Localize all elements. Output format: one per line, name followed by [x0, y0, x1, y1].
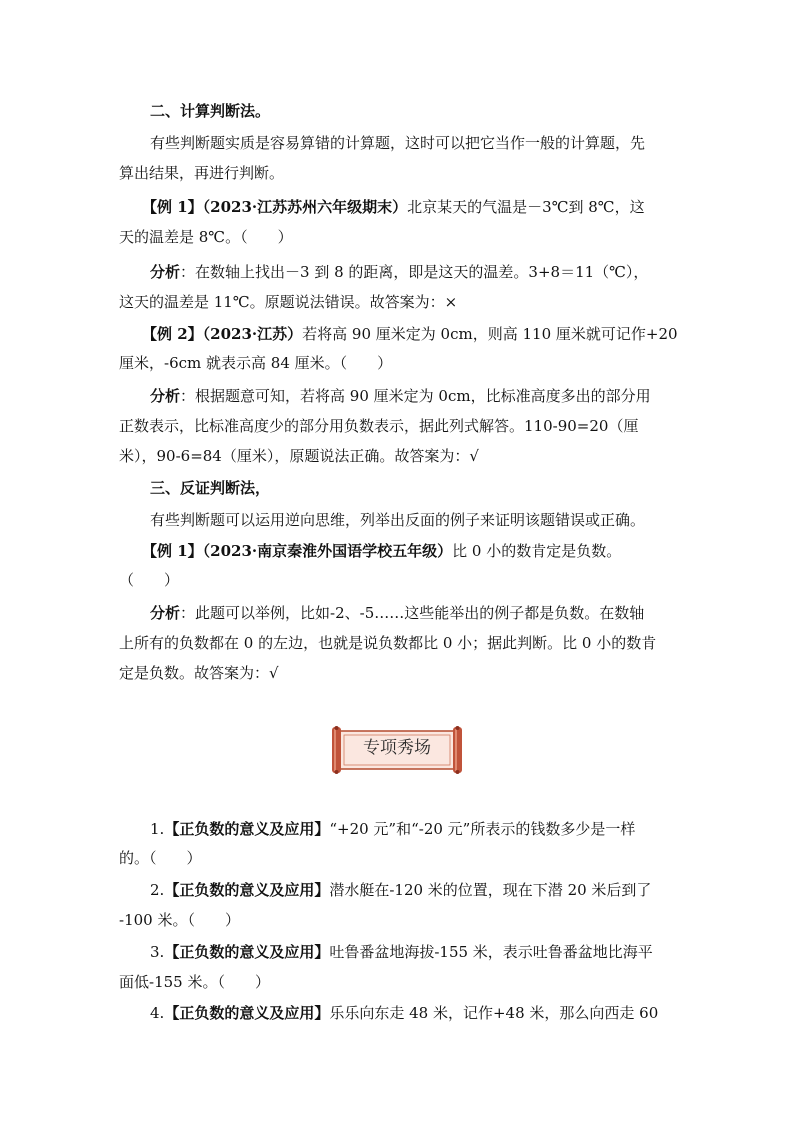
- example-question: [119, 353, 794, 373]
- section-heading-reverse: [150, 478, 794, 498]
- example-question-text: 北京某天的气温是－3℃到 8℃，这: [407, 198, 645, 216]
- example-question: [142, 197, 794, 217]
- section-banner-scroll: [330, 726, 464, 774]
- section-heading-calculation: [150, 101, 794, 121]
- practice-tag: 【正负数的意义及应用】: [164, 943, 330, 961]
- section-intro-line: [150, 510, 794, 530]
- practice-item-continued: [119, 972, 794, 992]
- example-analysis: [150, 386, 794, 406]
- practice-tag: 【正负数的意义及应用】: [164, 881, 330, 899]
- practice-item-continued: [119, 848, 794, 868]
- example-tag: 【例 2】: [142, 325, 203, 343]
- example-question-text: （ ）: [119, 571, 180, 589]
- example-tag: 【例 1】: [142, 542, 203, 560]
- practice-text: 的。（ ）: [119, 849, 202, 867]
- example-tag: 【例 1】: [142, 198, 203, 216]
- practice-item-continued: [119, 910, 794, 930]
- example-analysis: [119, 633, 794, 653]
- example-source: （2023·江苏）: [202, 325, 303, 343]
- practice-text: 面低-155 米。（ ）: [119, 973, 270, 991]
- analysis-text: 米），90-6=84（厘米），原题说法正确。故答案为：√: [119, 447, 479, 465]
- example-question: [142, 324, 794, 344]
- example-analysis: [119, 416, 794, 436]
- practice-number: 2.: [150, 881, 165, 899]
- practice-item: [150, 942, 794, 962]
- example-source: （2023·南京秦淮外国语学校五年级）: [202, 542, 453, 560]
- section-intro-line: [150, 133, 794, 153]
- analysis-text: ：根据题意可知，若将高 90 厘米定为 0cm，比标准高度多出的部分用: [180, 387, 651, 405]
- practice-item: [150, 880, 794, 900]
- practice-text: 乐乐向东走 48 米，记作+48 米，那么向西走 60: [329, 1004, 659, 1022]
- analysis-label: 分析: [150, 263, 181, 281]
- example-question-text: 天的温差是 8℃。（ ）: [119, 228, 293, 246]
- example-question-text: 若将高 90 厘米定为 0cm，则高 110 厘米就可记作+20: [302, 325, 678, 343]
- section-heading-text: 三、反证判断法，: [150, 479, 271, 497]
- practice-tag: 【正负数的意义及应用】: [164, 820, 330, 838]
- section-intro-line: [119, 163, 794, 183]
- example-question-text: 比 0 小的数肯定是负数。: [452, 542, 622, 560]
- example-analysis: [119, 663, 794, 683]
- analysis-text: ：此题可以举例，比如-2、-5……这些能举出的例子都是负数。在数轴: [180, 604, 645, 622]
- example-analysis: [150, 603, 794, 623]
- practice-text: “+20 元”和“-20 元”所表示的钱数多少是一样: [329, 820, 636, 838]
- practice-tag: 【正负数的意义及应用】: [164, 1004, 330, 1022]
- intro-text: 算出结果，再进行判断。: [119, 164, 285, 182]
- practice-number: 1.: [150, 820, 165, 838]
- analysis-text: 这天的温差是 11℃。原题说法错误。故答案为：×: [119, 293, 458, 311]
- example-question-text: 厘米，-6cm 就表示高 84 厘米。（ ）: [119, 354, 393, 372]
- analysis-text: ：在数轴上找出－3 到 8 的距离，即是这天的温差。3+8＝11（℃），: [180, 263, 649, 281]
- example-analysis: [119, 292, 794, 312]
- analysis-text: 上所有的负数都在 0 的左边，也就是说负数都比 0 小；据此判断。比 0 小的数肯: [119, 634, 657, 652]
- practice-number: 3.: [150, 943, 165, 961]
- practice-item: [150, 1003, 794, 1023]
- practice-text: 潜水艇在-120 米的位置，现在下潜 20 米后到了: [329, 881, 652, 899]
- example-question: [119, 227, 794, 247]
- example-source: （2023·江苏苏州六年级期末）: [202, 198, 408, 216]
- example-question: [142, 541, 794, 561]
- example-analysis: [150, 262, 794, 282]
- practice-text: -100 米。（ ）: [119, 911, 240, 929]
- practice-text: 吐鲁番盆地海拔-155 米，表示吐鲁番盆地比海平: [329, 943, 653, 961]
- analysis-text: 定是负数。故答案为：√: [119, 664, 279, 682]
- analysis-text: 正数表示，比标准高度少的部分用负数表示，据此列式解答。110-90=20（厘: [119, 417, 639, 435]
- analysis-label: 分析: [150, 604, 181, 622]
- intro-text: 有些判断题可以运用逆向思维，列举出反面的例子来证明该题错误或正确。: [150, 511, 646, 529]
- intro-text: 有些判断题实质是容易算错的计算题，这时可以把它当作一般的计算题，先: [150, 134, 646, 152]
- example-analysis: [119, 446, 794, 466]
- practice-item: [150, 819, 794, 839]
- section-heading-text: 二、计算判断法。: [150, 102, 271, 120]
- practice-number: 4.: [150, 1004, 165, 1022]
- banner-title: 专项秀场: [363, 738, 431, 758]
- analysis-label: 分析: [150, 387, 181, 405]
- example-question: [119, 570, 794, 590]
